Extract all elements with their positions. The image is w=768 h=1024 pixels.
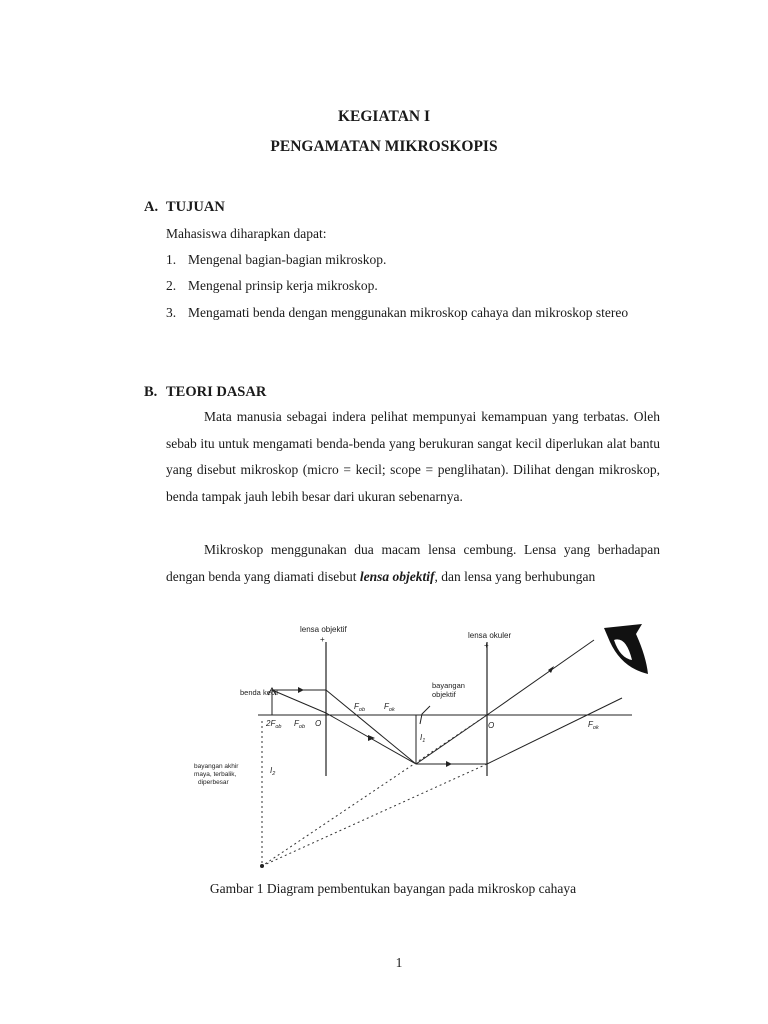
ray-ocular-center bbox=[416, 715, 487, 764]
virtual-ray-1 bbox=[262, 715, 487, 866]
section-a-number: A. bbox=[144, 199, 159, 215]
focal-2fob-label: $2F_{ob}$ bbox=[266, 719, 282, 730]
final-image-point bbox=[260, 864, 264, 868]
ray-refracted-1 bbox=[326, 690, 416, 764]
ray-exit-1 bbox=[487, 640, 594, 715]
image-i1-label: $I_1$ bbox=[420, 733, 426, 744]
focal-fok-right-label: $F_{ok}$ bbox=[588, 720, 599, 731]
section-b-heading bbox=[144, 384, 266, 401]
ray-focal-2 bbox=[272, 690, 326, 713]
section-b-title: TEORI DASAR bbox=[166, 384, 267, 400]
list-item-number: 1. bbox=[166, 252, 177, 267]
section-a-heading bbox=[144, 199, 225, 216]
objective-image-label-1: bayangan bbox=[432, 681, 465, 690]
ray-exit-2 bbox=[487, 698, 622, 764]
final-image-label-1: bayangan akhir bbox=[194, 763, 239, 770]
eye-icon bbox=[604, 624, 648, 674]
figure-caption: Gambar 1 Diagram pembentukan bayangan pada mikroskop cahaya bbox=[209, 881, 577, 896]
list-item-number: 3. bbox=[166, 305, 177, 320]
objective-image-label-2: objektif bbox=[432, 690, 456, 699]
list-item bbox=[166, 273, 660, 300]
ray-arrowhead bbox=[298, 687, 304, 693]
body-paragraph-1: Mata manusia sebagai indera pelihat mempunyai kemampuan yang terbatas. Oleh sebab itu untuk mengamati benda-benda yang berukuran sangat kecil diperlukan alat bantu yang disebut mikroskop (micro = kecil; scope = penglihatan). Dilihat dengan mikroskop, benda tampak jauh lebih besar dari ukuran sebenarnya. bbox=[166, 409, 660, 504]
virtual-ray-2 bbox=[262, 764, 487, 866]
chapter-subtitle: PENGAMATAN MIKROSKOPIS bbox=[270, 138, 498, 155]
list-item-text: Mengenal bagian-bagian mikroskop. bbox=[188, 252, 387, 267]
ray-arrowhead bbox=[446, 761, 452, 767]
list-item-number: 2. bbox=[166, 278, 177, 293]
body-paragraph-2 bbox=[166, 537, 660, 590]
focal-fok-left-label: $F_{ok}$ bbox=[384, 702, 395, 713]
microscope-ray-diagram bbox=[190, 618, 660, 880]
lensa-objektif-term: lensa objektif bbox=[359, 568, 435, 584]
list-item-text: Mengamati benda dengan menggunakan mikroskop cahaya dan mikroskop stereo bbox=[188, 305, 629, 320]
ocular-lens-plus: + bbox=[484, 641, 489, 650]
section-a-intro: Mahasiswa diharapkan dapat: bbox=[166, 226, 327, 241]
objective-lens-plus: + bbox=[320, 635, 325, 644]
final-image-label-3: diperbesar bbox=[198, 779, 229, 786]
list-item-text: Mengenal prinsip kerja mikroskop. bbox=[188, 278, 378, 293]
origin-o-right-label: O bbox=[488, 721, 495, 730]
focal-fob-left-label: $F_{ob}$ bbox=[294, 719, 306, 730]
final-image-label-2: maya, terbalik, bbox=[194, 771, 237, 778]
section-b-number: B. bbox=[144, 384, 158, 400]
origin-o-left-label: O bbox=[315, 719, 322, 728]
page-number: 1 bbox=[395, 955, 403, 970]
small-object-label: benda kecil bbox=[240, 688, 278, 697]
focal-fob-right-label: $F_{ob}$ bbox=[354, 702, 366, 713]
section-a-title: TUJUAN bbox=[166, 199, 225, 215]
list-item bbox=[166, 247, 660, 274]
paragraph-2-text-start: Mikroskop menggunakan dua macam lensa cembung. Lensa yang berhadapan dengan benda yang diamati disebut bbox=[166, 542, 660, 584]
ocular-lens-label: lensa okuler bbox=[468, 631, 512, 640]
objective-lens-label: lensa objektif bbox=[300, 625, 347, 634]
chapter-title: KEGIATAN I bbox=[337, 108, 430, 125]
paragraph-2-text-end: , dan lensa yang berhubungan bbox=[434, 568, 596, 584]
list-item bbox=[166, 300, 660, 327]
image-i2-label: $I_2$ bbox=[270, 766, 276, 777]
